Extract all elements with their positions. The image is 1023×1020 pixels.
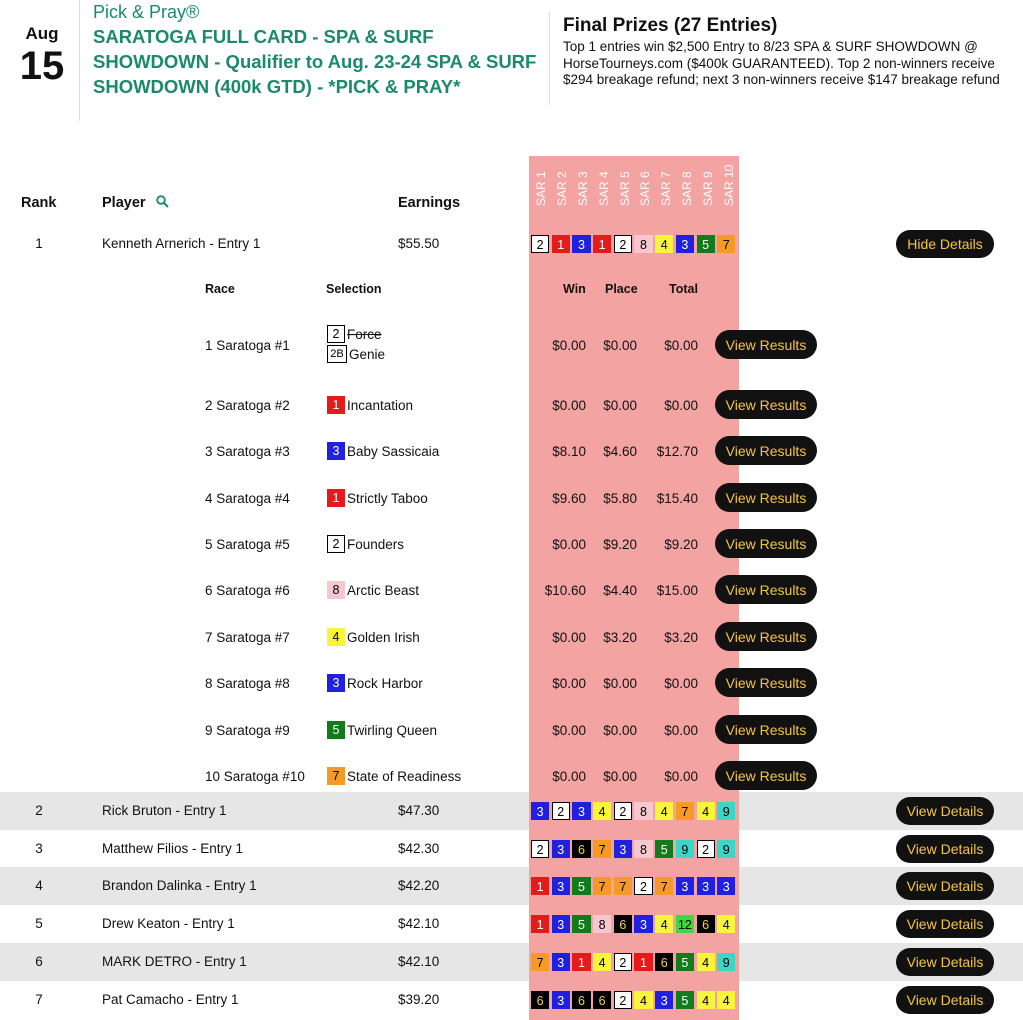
saddle-cloth: 4	[697, 802, 715, 821]
race-header-label: SAR 1	[534, 171, 549, 206]
view-details-button[interactable]: View Details	[896, 986, 994, 1014]
saddle-cloth: 6	[593, 991, 611, 1010]
entry-picks	[529, 830, 739, 868]
detail-race: 9 Saratoga #9	[205, 723, 290, 738]
detail-selection	[327, 488, 428, 508]
saddle-cloth: 4	[697, 991, 715, 1010]
entry-earnings: $42.10	[398, 916, 440, 931]
detail-win: $0.00	[552, 338, 586, 353]
selection-line	[327, 720, 437, 740]
leaderboard-row	[0, 830, 1023, 868]
race-header-label: SAR 3	[575, 171, 590, 206]
detail-row	[0, 571, 1023, 611]
saddle-cloth: 4	[717, 991, 735, 1010]
entry-earnings: $42.20	[398, 878, 440, 893]
saddle-cloth: 5	[655, 840, 673, 859]
entry-picks	[529, 981, 739, 1019]
saddle-cloth: 3	[552, 953, 570, 972]
saddle-cloth: 8	[634, 235, 652, 254]
detail-row	[0, 664, 1023, 704]
detail-race: 8 Saratoga #8	[205, 676, 290, 691]
horse-name: State of Readiness	[347, 768, 462, 784]
horse-name: Force	[347, 326, 382, 342]
saddle-cloth: 4	[717, 915, 735, 934]
horse-name: Golden Irish	[347, 629, 420, 645]
detail-place: $4.60	[603, 444, 637, 459]
view-results-button[interactable]: View Results	[715, 483, 817, 512]
entry-rank: 1	[35, 236, 43, 251]
prize-title: Final Prizes (27 Entries)	[563, 15, 778, 36]
view-details-button[interactable]: View Details	[896, 872, 994, 900]
detail-row	[0, 711, 1023, 751]
entry-rank: 2	[35, 803, 43, 818]
saddle-cloth: 1	[327, 396, 345, 414]
saddle-cloth: 5	[676, 953, 694, 972]
selection-line	[327, 488, 428, 508]
saddle-cloth: 3	[655, 991, 673, 1010]
detail-win: $0.00	[552, 769, 586, 784]
saddle-cloth: 2	[531, 840, 549, 859]
view-details-button[interactable]: View Details	[896, 948, 994, 976]
selection-line	[327, 395, 413, 415]
race-header	[635, 158, 656, 220]
saddle-cloth: 2	[327, 535, 345, 553]
saddle-cloth: 3	[552, 877, 570, 896]
entry-picks	[529, 943, 739, 981]
detail-place: $3.20	[603, 630, 637, 645]
entry-player: Drew Keaton - Entry 1	[102, 916, 235, 931]
race-header-label: SAR 10	[721, 164, 736, 206]
detail-row	[0, 386, 1023, 426]
entry-player: Pat Camacho - Entry 1	[102, 992, 239, 1007]
saddle-cloth: 7	[614, 877, 632, 896]
entry-rank: 4	[35, 878, 43, 893]
detail-place: $4.40	[603, 583, 637, 598]
detail-total: $3.20	[664, 630, 698, 645]
detail-total: $0.00	[664, 723, 698, 738]
view-results-button[interactable]: View Results	[715, 330, 817, 359]
selection-line	[327, 673, 423, 693]
hide-details-button[interactable]: Hide Details	[896, 230, 994, 258]
detail-total: $9.20	[664, 537, 698, 552]
entry-picks	[529, 905, 739, 943]
saddle-cloth: 4	[634, 991, 652, 1010]
detail-selection	[327, 673, 423, 693]
saddle-cloth: 3	[531, 802, 549, 821]
detail-race: 5 Saratoga #5	[205, 537, 290, 552]
saddle-cloth: 7	[531, 953, 549, 972]
horse-name: Arctic Beast	[347, 582, 420, 598]
detail-total: $0.00	[664, 338, 698, 353]
view-results-button[interactable]: View Results	[715, 761, 817, 790]
race-header	[677, 158, 698, 220]
race-header-label: SAR 7	[659, 171, 674, 206]
detail-row	[0, 479, 1023, 519]
saddle-cloth: 1	[531, 915, 549, 934]
saddle-cloth: 3	[327, 674, 345, 692]
detail-selection	[327, 441, 439, 461]
saddle-cloth: 2B	[327, 345, 347, 363]
detail-win: $0.00	[552, 723, 586, 738]
detail-win: $0.00	[552, 537, 586, 552]
saddle-cloth: 3	[327, 442, 345, 460]
saddle-cloth: 4	[697, 953, 715, 972]
view-results-button[interactable]: View Results	[715, 575, 817, 604]
leaderboard-row	[0, 905, 1023, 943]
detail-selection-header: Selection	[326, 282, 382, 296]
entry-rank: 6	[35, 954, 43, 969]
saddle-cloth: 3	[572, 235, 590, 254]
race-header-label: SAR 8	[679, 171, 694, 206]
entry-earnings: $47.30	[398, 803, 440, 818]
detail-selection	[327, 720, 437, 740]
detail-row	[0, 325, 1023, 365]
saddle-cloth: 2	[614, 991, 632, 1010]
player-header-label: Player	[102, 195, 146, 211]
detail-total: $0.00	[664, 676, 698, 691]
detail-selection	[327, 534, 404, 554]
saddle-cloth: 5	[572, 877, 590, 896]
detail-win: $10.60	[544, 583, 586, 598]
entry-rank: 5	[35, 916, 43, 931]
date-block	[14, 24, 70, 86]
entry-earnings: $55.50	[398, 236, 440, 251]
saddle-cloth: 1	[572, 953, 590, 972]
detail-race: 3 Saratoga #3	[205, 444, 290, 459]
saddle-cloth: 4	[593, 953, 611, 972]
horse-name: Rock Harbor	[347, 675, 423, 691]
selection-line	[327, 627, 420, 647]
entry-picks	[529, 867, 739, 905]
saddle-cloth: 12	[676, 915, 694, 934]
horse-name: Baby Sassicaia	[347, 443, 440, 459]
detail-total: $15.40	[656, 491, 698, 506]
detail-row	[0, 757, 1023, 797]
saddle-cloth: 6	[614, 915, 632, 934]
race-header	[593, 158, 614, 220]
entry-picks	[529, 225, 739, 263]
detail-win: $0.00	[552, 630, 586, 645]
race-headers	[529, 158, 739, 220]
saddle-cloth: 6	[697, 915, 715, 934]
entry-picks	[529, 792, 739, 830]
detail-race: 10 Saratoga #10	[205, 769, 305, 784]
view-results-button[interactable]: View Results	[715, 436, 817, 465]
race-header-label: SAR 6	[638, 171, 653, 206]
saddle-cloth: 7	[655, 877, 673, 896]
detail-win: $9.60	[552, 491, 586, 506]
detail-place: $0.00	[603, 676, 637, 691]
saddle-cloth: 2	[614, 802, 632, 821]
saddle-cloth: 3	[614, 840, 632, 859]
entry-player: MARK DETRO - Entry 1	[102, 954, 247, 969]
saddle-cloth: 8	[327, 581, 345, 599]
saddle-cloth: 3	[552, 840, 570, 859]
detail-total-header: Total	[669, 282, 698, 296]
saddle-cloth: 2	[552, 802, 570, 821]
date-month: Aug	[25, 24, 59, 43]
detail-race: 2 Saratoga #2	[205, 398, 290, 413]
race-header	[573, 158, 594, 220]
selection-line	[327, 580, 419, 600]
detail-selection	[327, 324, 385, 364]
saddle-cloth: 4	[655, 802, 673, 821]
detail-place: $0.00	[603, 398, 637, 413]
prize-divider	[549, 12, 550, 105]
race-header	[531, 158, 552, 220]
detail-total: $12.70	[656, 444, 698, 459]
detail-place-header: Place	[605, 282, 638, 296]
saddle-cloth: 9	[717, 953, 735, 972]
saddle-cloth: 9	[717, 840, 735, 859]
race-header-label: SAR 9	[700, 171, 715, 206]
race-header	[552, 158, 573, 220]
entry-earnings: $39.20	[398, 992, 440, 1007]
saddle-cloth: 4	[593, 802, 611, 821]
header-divider	[79, 0, 80, 121]
entry-details	[0, 270, 1023, 792]
entry-earnings: $42.10	[398, 954, 440, 969]
saddle-cloth: 9	[676, 840, 694, 859]
saddle-cloth: 7	[327, 767, 345, 785]
entry-rank: 3	[35, 841, 43, 856]
detail-race: 1 Saratoga #1	[205, 338, 290, 353]
detail-place: $5.80	[603, 491, 637, 506]
contest-type: Pick & Pray®	[93, 2, 200, 22]
saddle-cloth: 2	[327, 325, 345, 343]
detail-total: $0.00	[664, 769, 698, 784]
detail-race: 6 Saratoga #6	[205, 583, 290, 598]
selection-line	[327, 344, 385, 364]
saddle-cloth: 3	[697, 877, 715, 896]
saddle-cloth: 6	[572, 991, 590, 1010]
horse-name: Genie	[349, 346, 386, 362]
detail-place: $0.00	[603, 769, 637, 784]
view-details-button[interactable]: View Details	[896, 797, 994, 825]
detail-total: $15.00	[656, 583, 698, 598]
leaderboard-row	[0, 867, 1023, 905]
entry-player: Brandon Dalinka - Entry 1	[102, 878, 257, 893]
detail-selection	[327, 395, 413, 415]
detail-row	[0, 432, 1023, 472]
saddle-cloth: 3	[572, 802, 590, 821]
entry-player: Matthew Filios - Entry 1	[102, 841, 244, 856]
detail-selection	[327, 766, 461, 786]
rank-header: Rank	[21, 195, 57, 211]
saddle-cloth: 5	[572, 915, 590, 934]
entry-rank: 7	[35, 992, 43, 1007]
saddle-cloth: 3	[676, 235, 694, 254]
saddle-cloth: 3	[552, 991, 570, 1010]
saddle-cloth: 8	[634, 840, 652, 859]
race-header	[656, 158, 677, 220]
saddle-cloth: 7	[593, 877, 611, 896]
saddle-cloth: 6	[531, 991, 549, 1010]
leaderboard-row	[0, 981, 1023, 1019]
view-results-button[interactable]: View Results	[715, 529, 817, 558]
detail-row	[0, 618, 1023, 658]
detail-row	[0, 525, 1023, 565]
selection-line	[327, 534, 404, 554]
detail-place: $0.00	[603, 338, 637, 353]
view-details-button[interactable]: View Details	[896, 835, 994, 863]
view-results-button[interactable]: View Results	[715, 390, 817, 419]
detail-race: 4 Saratoga #4	[205, 491, 290, 506]
saddle-cloth: 2	[531, 235, 549, 254]
saddle-cloth: 5	[327, 721, 345, 739]
player-header[interactable]	[102, 195, 169, 211]
saddle-cloth: 7	[593, 840, 611, 859]
saddle-cloth: 1	[593, 235, 611, 254]
view-results-button[interactable]: View Results	[715, 715, 817, 744]
horse-name: Twirling Queen	[347, 722, 438, 738]
saddle-cloth: 5	[676, 991, 694, 1010]
saddle-cloth: 7	[717, 235, 735, 254]
detail-selection	[327, 580, 419, 600]
leaderboard-row	[0, 943, 1023, 981]
saddle-cloth: 3	[634, 915, 652, 934]
saddle-cloth: 1	[531, 877, 549, 896]
detail-win: $0.00	[552, 398, 586, 413]
detail-total: $0.00	[664, 398, 698, 413]
detail-win: $8.10	[552, 444, 586, 459]
race-header-label: SAR 5	[617, 171, 632, 206]
saddle-cloth: 2	[614, 953, 632, 972]
leaderboard-row	[0, 792, 1023, 830]
selection-line	[327, 324, 385, 344]
detail-place: $0.00	[603, 723, 637, 738]
saddle-cloth: 9	[717, 802, 735, 821]
saddle-cloth: 3	[717, 877, 735, 896]
detail-selection	[327, 627, 420, 647]
detail-win-header: Win	[563, 282, 586, 296]
selection-line	[327, 441, 439, 461]
saddle-cloth: 5	[697, 235, 715, 254]
race-header	[697, 158, 718, 220]
selection-line	[327, 766, 461, 786]
prize-description: Top 1 entries win $2,500 Entry to 8/23 SPA & SURF SHOWDOWN @ HorseTourneys.com ($400k GUARANTEED). Top 2 non-winners receive $294 breakage refund; next 3 non-winners receive $147 breakage refund	[563, 39, 1000, 87]
detail-race: 7 Saratoga #7	[205, 630, 290, 645]
entry-player: Rick Bruton - Entry 1	[102, 803, 227, 818]
saddle-cloth: 1	[634, 953, 652, 972]
search-icon[interactable]	[156, 195, 169, 208]
saddle-cloth: 4	[327, 628, 345, 646]
saddle-cloth: 1	[327, 489, 345, 507]
saddle-cloth: 8	[593, 915, 611, 934]
saddle-cloth: 2	[697, 840, 715, 859]
saddle-cloth: 8	[634, 802, 652, 821]
leaderboard-row	[0, 225, 1023, 263]
detail-race-header: Race	[205, 282, 235, 296]
horse-name: Founders	[347, 536, 405, 552]
saddle-cloth: 2	[614, 235, 632, 254]
view-details-button[interactable]: View Details	[896, 910, 994, 938]
detail-place: $9.20	[603, 537, 637, 552]
view-results-button[interactable]: View Results	[715, 622, 817, 651]
horse-name: Strictly Taboo	[347, 490, 428, 506]
saddle-cloth: 4	[655, 235, 673, 254]
saddle-cloth: 3	[552, 915, 570, 934]
entry-player: Kenneth Arnerich - Entry 1	[102, 236, 261, 251]
view-results-button[interactable]: View Results	[715, 668, 817, 697]
horse-name: Incantation	[347, 397, 414, 413]
saddle-cloth: 2	[634, 877, 652, 896]
saddle-cloth: 6	[655, 953, 673, 972]
race-header	[614, 158, 635, 220]
race-header-label: SAR 4	[596, 171, 611, 206]
saddle-cloth: 3	[676, 877, 694, 896]
saddle-cloth: 6	[572, 840, 590, 859]
race-header-label: SAR 2	[555, 171, 570, 206]
race-header	[718, 158, 739, 220]
contest-title: SARATOGA FULL CARD - SPA & SURF SHOWDOWN - Qualifier to Aug. 23-24 SPA & SURF SHOWDOWN (400k GTD) - *PICK & PRAY*	[93, 26, 537, 97]
entry-earnings: $42.30	[398, 841, 440, 856]
detail-win: $0.00	[552, 676, 586, 691]
saddle-cloth: 1	[552, 235, 570, 254]
saddle-cloth: 4	[655, 915, 673, 934]
date-day: 15	[19, 44, 65, 88]
earnings-header: Earnings	[398, 195, 461, 211]
saddle-cloth: 7	[676, 802, 694, 821]
